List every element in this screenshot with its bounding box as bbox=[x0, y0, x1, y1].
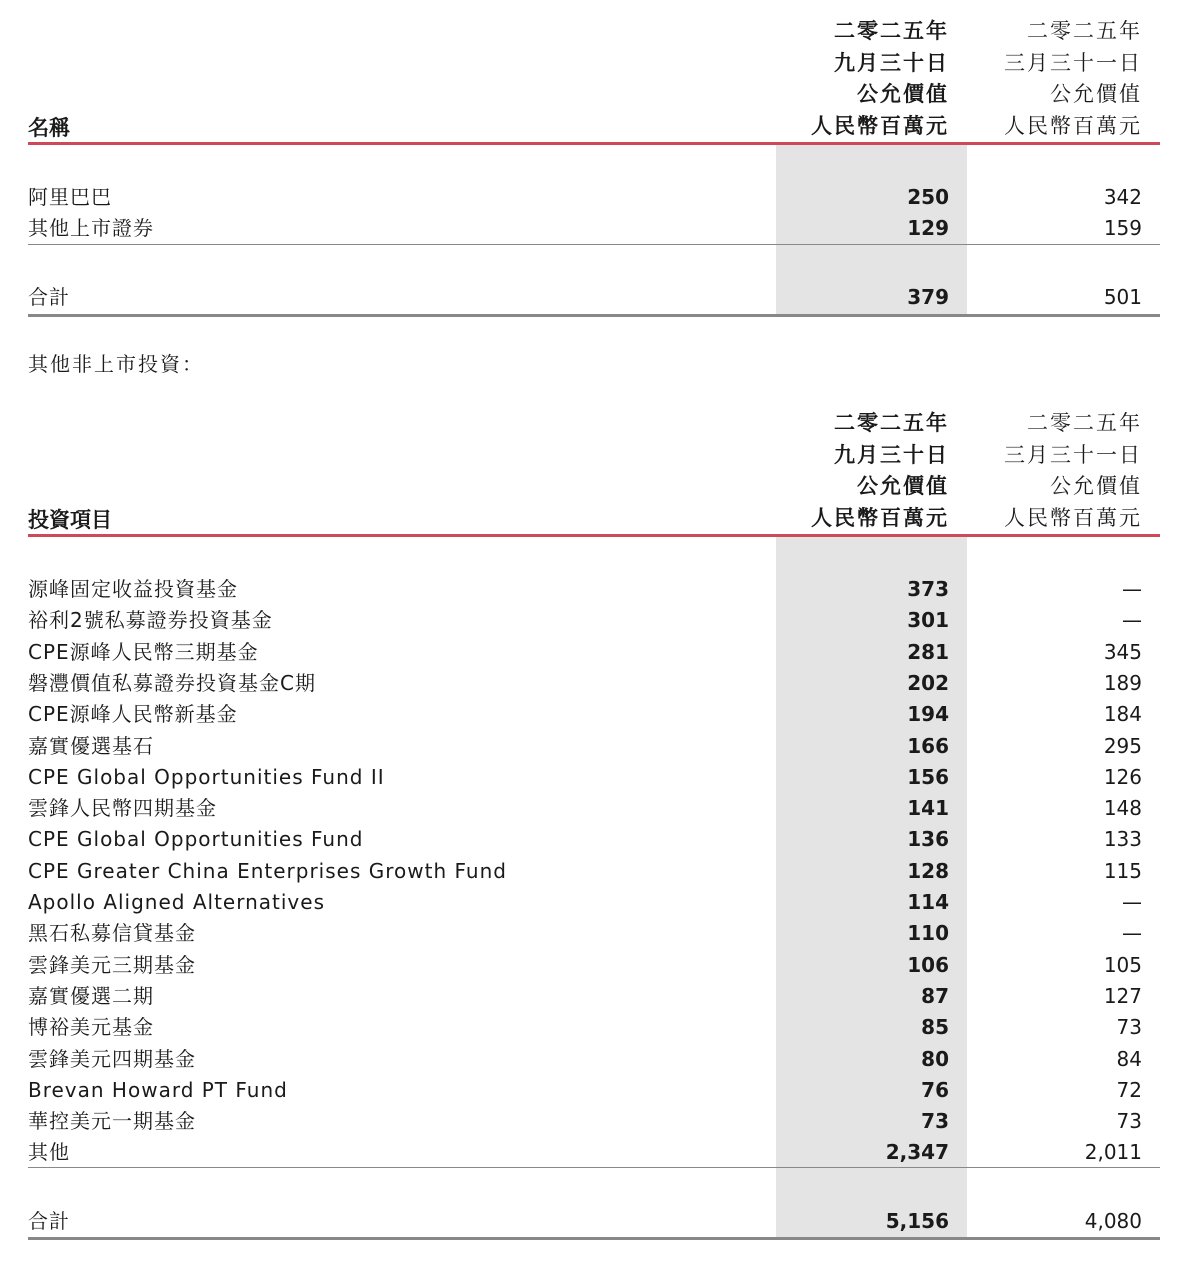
row-label: 嘉實優選基石 bbox=[28, 733, 154, 758]
header-unit: 人民幣百萬元 bbox=[811, 113, 949, 138]
table-row bbox=[28, 950, 1160, 981]
listed-securities-table bbox=[28, 0, 1160, 320]
row-label: 博裕美元基金 bbox=[28, 1015, 154, 1040]
investment-column-header: 投資項目 bbox=[28, 508, 112, 532]
header-year: 二零二五年 bbox=[834, 19, 949, 43]
table-row bbox=[28, 668, 1160, 699]
header-date: 三月三十一日 bbox=[1004, 442, 1142, 467]
table-row bbox=[28, 731, 1160, 762]
previous-value: 342 bbox=[1103, 185, 1142, 209]
row-label: 黑石私募信貸基金 bbox=[28, 921, 196, 946]
row-label: 磐灃價值私募證券投資基金C期 bbox=[28, 670, 316, 695]
header-rule bbox=[28, 534, 1160, 537]
subtotal-rule bbox=[28, 1167, 1160, 1168]
total-row bbox=[28, 1206, 1160, 1237]
table-row bbox=[28, 605, 1160, 636]
previous-value: 184 bbox=[1103, 702, 1142, 727]
previous-value: 72 bbox=[1116, 1077, 1142, 1102]
previous-value: 2,011 bbox=[1084, 1140, 1142, 1165]
previous-value: 73 bbox=[1116, 1015, 1142, 1040]
table-header bbox=[28, 16, 1160, 144]
table-row bbox=[28, 918, 1160, 949]
header-unit: 人民幣百萬元 bbox=[811, 505, 949, 530]
current-value: 136 bbox=[907, 827, 949, 852]
header-date: 九月三十日 bbox=[834, 50, 949, 75]
current-value: 250 bbox=[907, 185, 949, 209]
current-value: 87 bbox=[921, 983, 949, 1008]
total-label: 合計 bbox=[28, 285, 70, 309]
total-previous-value: 4,080 bbox=[1084, 1209, 1142, 1233]
current-value: 73 bbox=[921, 1109, 949, 1134]
current-period-header bbox=[811, 408, 949, 534]
row-label: 源峰固定收益投資基金 bbox=[28, 577, 238, 601]
table-row bbox=[28, 1075, 1160, 1106]
header-fair-value: 公允價值 bbox=[1050, 474, 1142, 498]
previous-value: — bbox=[1122, 577, 1142, 601]
current-value: 128 bbox=[907, 858, 949, 883]
total-row bbox=[28, 282, 1160, 313]
current-value: 80 bbox=[921, 1046, 949, 1071]
row-label: 其他上市證券 bbox=[28, 216, 154, 240]
table-row bbox=[28, 1137, 1160, 1168]
header-date: 三月三十一日 bbox=[1004, 50, 1142, 75]
header-fair-value: 公允價值 bbox=[1050, 82, 1142, 106]
total-rule bbox=[28, 1237, 1160, 1240]
table-row bbox=[28, 856, 1160, 887]
table-row bbox=[28, 1044, 1160, 1075]
previous-value: 295 bbox=[1103, 733, 1142, 758]
previous-value: 127 bbox=[1103, 983, 1142, 1008]
previous-value: 115 bbox=[1103, 858, 1142, 883]
current-value: 166 bbox=[907, 733, 949, 758]
current-value: 281 bbox=[907, 639, 949, 664]
total-current-value: 5,156 bbox=[885, 1209, 949, 1233]
header-year: 二零二五年 bbox=[1027, 19, 1142, 43]
current-value: 141 bbox=[907, 796, 949, 821]
header-fair-value: 公允價值 bbox=[857, 82, 949, 106]
previous-period-header bbox=[1004, 16, 1142, 142]
row-label: 其他 bbox=[28, 1140, 70, 1165]
previous-value: 159 bbox=[1103, 216, 1142, 240]
row-label: CPE Global Opportunities Fund II bbox=[28, 764, 385, 789]
row-label: 華控美元一期基金 bbox=[28, 1109, 196, 1134]
table-row bbox=[28, 1106, 1160, 1137]
table-row bbox=[28, 762, 1160, 793]
header-year: 二零二五年 bbox=[834, 411, 949, 435]
previous-value: 189 bbox=[1103, 670, 1142, 695]
row-label: 雲鋒美元四期基金 bbox=[28, 1046, 196, 1071]
current-value: 2,347 bbox=[885, 1140, 949, 1165]
previous-value: 148 bbox=[1103, 796, 1142, 821]
previous-value: 345 bbox=[1103, 639, 1142, 664]
current-value: 110 bbox=[907, 921, 949, 946]
header-year: 二零二五年 bbox=[1027, 411, 1142, 435]
table-header bbox=[28, 408, 1160, 536]
row-label: 嘉實優選二期 bbox=[28, 983, 154, 1008]
current-value: 301 bbox=[907, 608, 949, 633]
row-label: 阿里巴巴 bbox=[28, 185, 112, 209]
table-row bbox=[28, 182, 1160, 213]
current-value: 373 bbox=[907, 577, 949, 601]
section-title: 其他非上市投資： bbox=[28, 352, 204, 376]
table-row bbox=[28, 699, 1160, 730]
previous-value: — bbox=[1122, 921, 1142, 946]
total-previous-value: 501 bbox=[1103, 285, 1142, 309]
current-value: 129 bbox=[907, 216, 949, 240]
current-value: 194 bbox=[907, 702, 949, 727]
table-row bbox=[28, 1012, 1160, 1043]
previous-value: 84 bbox=[1116, 1046, 1142, 1071]
previous-value: 133 bbox=[1103, 827, 1142, 852]
table-row bbox=[28, 887, 1160, 918]
current-value: 202 bbox=[907, 670, 949, 695]
total-current-value: 379 bbox=[907, 285, 949, 309]
row-label: 雲鋒美元三期基金 bbox=[28, 952, 196, 977]
subtotal-rule bbox=[28, 244, 1160, 245]
current-value: 106 bbox=[907, 952, 949, 977]
row-label: CPE源峰人民幣三期基金 bbox=[28, 639, 259, 664]
table-row bbox=[28, 574, 1160, 605]
name-column-header: 名稱 bbox=[28, 116, 70, 140]
header-date: 九月三十日 bbox=[834, 442, 949, 467]
current-value: 85 bbox=[921, 1015, 949, 1040]
row-label: 雲鋒人民幣四期基金 bbox=[28, 796, 217, 821]
row-label: 裕利2號私募證券投資基金 bbox=[28, 608, 273, 633]
table-row bbox=[28, 793, 1160, 824]
total-rule bbox=[28, 314, 1160, 317]
table-row bbox=[28, 824, 1160, 855]
current-period-header bbox=[811, 16, 949, 142]
previous-period-header bbox=[1004, 408, 1142, 534]
table-row bbox=[28, 637, 1160, 668]
row-label: Apollo Aligned Alternatives bbox=[28, 890, 325, 914]
row-label: CPE Greater China Enterprises Growth Fund bbox=[28, 858, 507, 883]
header-unit: 人民幣百萬元 bbox=[1004, 113, 1142, 138]
unlisted-investments-table bbox=[28, 392, 1160, 1252]
row-label: Brevan Howard PT Fund bbox=[28, 1077, 288, 1102]
current-value: 76 bbox=[921, 1077, 949, 1102]
row-label: CPE Global Opportunities Fund bbox=[28, 827, 364, 852]
table-row bbox=[28, 213, 1160, 244]
header-rule bbox=[28, 142, 1160, 145]
total-label: 合計 bbox=[28, 1209, 70, 1233]
current-value: 114 bbox=[907, 890, 949, 914]
row-label: CPE源峰人民幣新基金 bbox=[28, 702, 238, 727]
header-unit: 人民幣百萬元 bbox=[1004, 505, 1142, 530]
previous-value: 73 bbox=[1116, 1109, 1142, 1134]
previous-value: — bbox=[1122, 608, 1142, 633]
previous-value: — bbox=[1122, 890, 1142, 914]
previous-value: 105 bbox=[1103, 952, 1142, 977]
current-value: 156 bbox=[907, 764, 949, 789]
previous-value: 126 bbox=[1103, 764, 1142, 789]
header-fair-value: 公允價值 bbox=[857, 474, 949, 498]
table-row bbox=[28, 981, 1160, 1012]
